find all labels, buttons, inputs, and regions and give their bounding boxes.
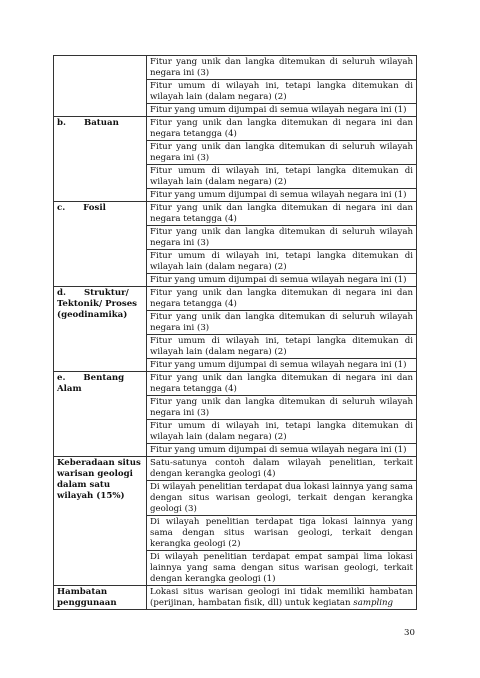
score-description: Fitur yang umum dijumpai di semua wilayah negara ini (1) bbox=[147, 189, 417, 202]
score-description: Fitur yang unik dan langka ditemukan di seluruh wilayah negara ini (3) bbox=[147, 141, 417, 165]
criteria-table bbox=[53, 55, 417, 610]
score-description: Di wilayah penelitian terdapat empat sampai lima lokasi lainnya yang sama dengan situs warisan geologi, terkait dengan kerangka geologi (1) bbox=[147, 551, 417, 586]
criterion-label bbox=[54, 56, 147, 117]
score-description: Satu-satunya contoh dalam wilayah penelitian, terkait dengan kerangka geologi (4) bbox=[147, 457, 417, 481]
score-description: Fitur yang unik dan langka ditemukan di negara ini dan negara tetangga (4) bbox=[147, 202, 417, 226]
page-number: 30 bbox=[404, 628, 415, 638]
score-description: Fitur yang unik dan langka ditemukan di negara ini dan negara tetangga (4) bbox=[147, 287, 417, 311]
score-description: Fitur yang umum dijumpai di semua wilayah negara ini (1) bbox=[147, 359, 417, 372]
score-description: Fitur yang unik dan langka ditemukan di seluruh wilayah negara ini (3) bbox=[147, 311, 417, 335]
criterion-label: d. Struktur/ Tektonik/ Proses (geodinamika) bbox=[54, 287, 147, 372]
score-description: Fitur yang umum dijumpai di semua wilayah negara ini (1) bbox=[147, 274, 417, 287]
table-row bbox=[54, 287, 417, 311]
table-row bbox=[54, 372, 417, 396]
criteria-table-body bbox=[54, 56, 417, 610]
criterion-label: e. Bentang Alam bbox=[54, 372, 147, 457]
score-description: Fitur yang unik dan langka ditemukan di seluruh wilayah negara ini (3) bbox=[147, 396, 417, 420]
table-row bbox=[54, 586, 417, 610]
score-description: Lokasi situs warisan geologi ini tidak memiliki hambatan (perijinan, hambatan fisik, dll) untuk kegiatan sampling bbox=[147, 586, 417, 610]
score-description: Fitur umum di wilayah ini, tetapi langka ditemukan di wilayah lain (dalam negara) (2) bbox=[147, 250, 417, 274]
table-row bbox=[54, 117, 417, 141]
score-description: Fitur umum di wilayah ini, tetapi langka ditemukan di wilayah lain (dalam negara) (2) bbox=[147, 420, 417, 444]
score-description: Fitur umum di wilayah ini, tetapi langka ditemukan di wilayah lain (dalam negara) (2) bbox=[147, 335, 417, 359]
score-description: Fitur umum di wilayah ini, tetapi langka ditemukan di wilayah lain (dalam negara) (2) bbox=[147, 165, 417, 189]
score-description: Fitur yang unik dan langka ditemukan di seluruh wilayah negara ini (3) bbox=[147, 56, 417, 80]
score-description: Fitur umum di wilayah ini, tetapi langka ditemukan di wilayah lain (dalam negara) (2) bbox=[147, 80, 417, 104]
criterion-label: Keberadaan situs warisan geologi dalam satu wilayah (15%) bbox=[54, 457, 147, 586]
table-row bbox=[54, 56, 417, 80]
score-description: Fitur yang unik dan langka ditemukan di seluruh wilayah negara ini (3) bbox=[147, 226, 417, 250]
criterion-label: b. Batuan bbox=[54, 117, 147, 202]
table-row bbox=[54, 202, 417, 226]
score-description: Fitur yang unik dan langka ditemukan di negara ini dan negara tetangga (4) bbox=[147, 372, 417, 396]
score-description: Di wilayah penelitian terdapat tiga lokasi lainnya yang sama dengan situs warisan geologi, terkait dengan kerangka geologi (2) bbox=[147, 516, 417, 551]
table-row bbox=[54, 457, 417, 481]
criterion-label: Hambatan penggunaan bbox=[54, 586, 147, 610]
criterion-label: c. Fosil bbox=[54, 202, 147, 287]
score-description: Fitur yang unik dan langka ditemukan di negara ini dan negara tetangga (4) bbox=[147, 117, 417, 141]
score-description: Fitur yang umum dijumpai di semua wilayah negara ini (1) bbox=[147, 444, 417, 457]
score-description: Di wilayah penelitian terdapat dua lokasi lainnya yang sama dengan situs warisan geologi, terkait dengan kerangka geologi (3) bbox=[147, 481, 417, 516]
score-description: Fitur yang umum dijumpai di semua wilayah negara ini (1) bbox=[147, 104, 417, 117]
